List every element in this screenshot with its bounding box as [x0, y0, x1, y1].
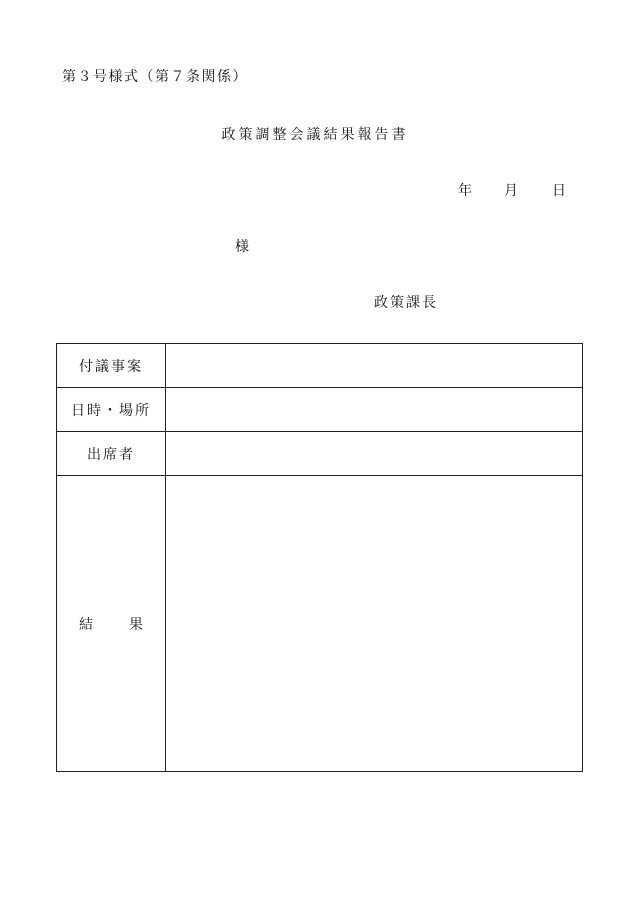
form-number: 第３号様式（第７条関係） [62, 69, 248, 85]
table-row-result [57, 476, 583, 772]
table-row-attendees [57, 432, 583, 476]
datetime-place-label: 日時・場所 [57, 388, 166, 432]
date-line [458, 180, 566, 200]
result-field[interactable] [166, 476, 583, 772]
report-table [56, 343, 583, 772]
attendees-field[interactable] [166, 432, 583, 476]
result-label [57, 476, 166, 772]
date-month-label: 月 [504, 183, 518, 199]
date-day-label: 日 [552, 183, 566, 199]
table-row-datetime-place [57, 388, 583, 432]
addressee-suffix: 様 [235, 239, 249, 255]
datetime-place-field[interactable] [166, 388, 583, 432]
agenda-field[interactable] [166, 344, 583, 388]
table-row-agenda [57, 344, 583, 388]
attendees-label: 出席者 [57, 432, 166, 476]
document-title: 政策調整会議結果報告書 [221, 127, 409, 143]
result-label-second: 果 [129, 616, 143, 633]
agenda-label: 付議事案 [57, 344, 166, 388]
sender-title: 政策課長 [374, 295, 438, 311]
date-year-label: 年 [458, 183, 472, 199]
result-label-first: 結 [79, 616, 93, 633]
